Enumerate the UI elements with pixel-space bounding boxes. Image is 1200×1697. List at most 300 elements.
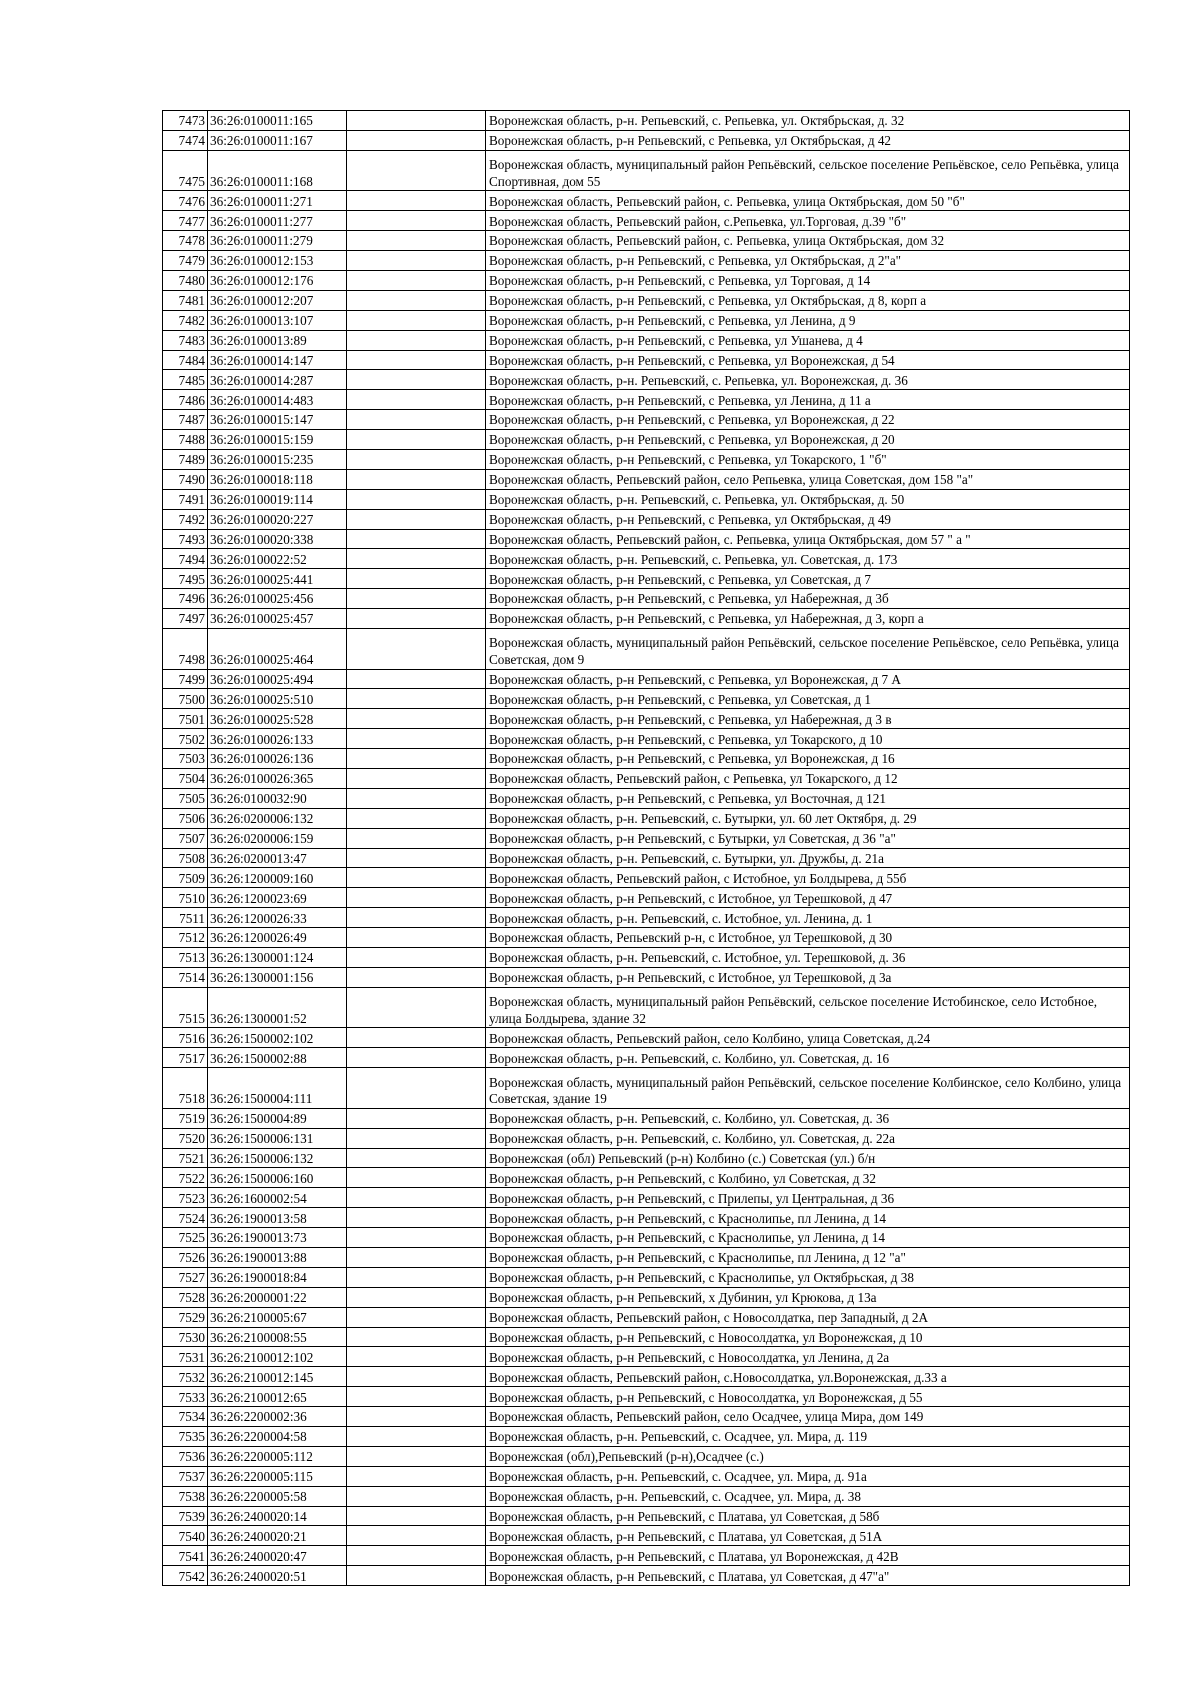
cadastral-number: 36:26:1500002:88 — [208, 1048, 347, 1068]
table-row — [163, 1387, 1130, 1407]
address: Воронежская область, р-н Репьевский, с Репьевка, ул Октябрьская, д 8, корп а — [486, 290, 1130, 310]
empty-cell — [347, 330, 486, 350]
empty-cell — [347, 1446, 486, 1466]
table-row — [163, 1526, 1130, 1546]
table-row — [163, 808, 1130, 828]
address: Воронежская область, муниципальный район Репьёвский, сельское поселение Колбинское, село Колбино, улица Советская, здание 19 — [486, 1068, 1130, 1109]
address: Воронежская область, р-н. Репьевский, с. Колбино, ул. Советская, д. 16 — [486, 1048, 1130, 1068]
cadastral-number: 36:26:1500006:160 — [208, 1168, 347, 1188]
empty-cell — [347, 1108, 486, 1128]
empty-cell — [347, 270, 486, 290]
row-number: 7521 — [163, 1148, 208, 1168]
table-row — [163, 1148, 1130, 1168]
cadastral-number: 36:26:2200005:115 — [208, 1466, 347, 1486]
cadastral-number: 36:26:1200009:160 — [208, 868, 347, 888]
table-row — [163, 150, 1130, 191]
cadastral-number: 36:26:2200002:36 — [208, 1407, 347, 1427]
empty-cell — [347, 628, 486, 669]
table-row — [163, 370, 1130, 390]
row-number: 7513 — [163, 948, 208, 968]
address: Воронежская область, Репьевский район, село Колбино, улица Советская, д.24 — [486, 1028, 1130, 1048]
row-number: 7501 — [163, 709, 208, 729]
cadastral-number: 36:26:0100026:133 — [208, 729, 347, 749]
empty-cell — [347, 1028, 486, 1048]
table-row — [163, 390, 1130, 410]
cadastral-number: 36:26:2100012:65 — [208, 1387, 347, 1407]
table-row — [163, 948, 1130, 968]
address: Воронежская область, р-н. Репьевский, с. Осадчее, ул. Мира, д. 38 — [486, 1486, 1130, 1506]
row-number: 7540 — [163, 1526, 208, 1546]
address: Воронежская область, р-н Репьевский, с Репьевка, ул Набережная, д 3 в — [486, 709, 1130, 729]
row-number: 7475 — [163, 150, 208, 191]
address: Воронежская область, р-н Репьевский, с Репьевка, ул Октябрьская, д 49 — [486, 509, 1130, 529]
table-row — [163, 1566, 1130, 1586]
row-number: 7539 — [163, 1506, 208, 1526]
row-number: 7483 — [163, 330, 208, 350]
table-row — [163, 928, 1130, 948]
table-row — [163, 330, 1130, 350]
table-body — [163, 111, 1130, 1586]
table-row — [163, 749, 1130, 769]
empty-cell — [347, 1068, 486, 1109]
cadastral-number: 36:26:0100012:153 — [208, 251, 347, 271]
cadastral-number: 36:26:0200013:47 — [208, 848, 347, 868]
table-row — [163, 1427, 1130, 1447]
row-number: 7529 — [163, 1307, 208, 1327]
cadastral-number: 36:26:0100015:235 — [208, 449, 347, 469]
table-row — [163, 549, 1130, 569]
address: Воронежская область, р-н Репьевский, с Новосолдатка, ул Воронежская, д 10 — [486, 1327, 1130, 1347]
row-number: 7486 — [163, 390, 208, 410]
address: Воронежская область, р-н Репьевский, с Краснолипье, пл Ленина, д 12 "а" — [486, 1248, 1130, 1268]
address: Воронежская область, Репьевский р-н, с Истобное, ул Терешковой, д 30 — [486, 928, 1130, 948]
empty-cell — [347, 1267, 486, 1287]
row-number: 7482 — [163, 310, 208, 330]
table-row — [163, 908, 1130, 928]
table-row — [163, 1168, 1130, 1188]
table-row — [163, 1347, 1130, 1367]
address: Воронежская область, Репьевский район, с. Репьевка, улица Октябрьская, дом 50 "б" — [486, 191, 1130, 211]
empty-cell — [347, 589, 486, 609]
cadastral-number: 36:26:2100012:145 — [208, 1367, 347, 1387]
row-number: 7520 — [163, 1128, 208, 1148]
empty-cell — [347, 967, 486, 987]
address: Воронежская область, р-н Репьевский, с Репьевка, ул Ленина, д 9 — [486, 310, 1130, 330]
table-row — [163, 868, 1130, 888]
row-number: 7518 — [163, 1068, 208, 1109]
empty-cell — [347, 1526, 486, 1546]
address: Воронежская (обл),Репьевский (р-н),Осадчее (с.) — [486, 1446, 1130, 1466]
empty-cell — [347, 888, 486, 908]
address: Воронежская область, р-н. Репьевский, с. Колбино, ул. Советская, д. 22а — [486, 1128, 1130, 1148]
row-number: 7523 — [163, 1188, 208, 1208]
address: Воронежская область, р-н Репьевский, с Новосолдатка, ул Ленина, д 2а — [486, 1347, 1130, 1367]
row-number: 7504 — [163, 769, 208, 789]
table-row — [163, 130, 1130, 150]
empty-cell — [347, 231, 486, 251]
empty-cell — [347, 908, 486, 928]
table-row — [163, 1327, 1130, 1347]
cadastral-number: 36:26:1900013:73 — [208, 1228, 347, 1248]
table-row — [163, 729, 1130, 749]
row-number: 7511 — [163, 908, 208, 928]
table-row — [163, 967, 1130, 987]
address: Воронежская область, Репьевский район, с Репьевка, ул Токарского, д 12 — [486, 769, 1130, 789]
row-number: 7519 — [163, 1108, 208, 1128]
cadastral-number: 36:26:0200006:159 — [208, 828, 347, 848]
table-row — [163, 1546, 1130, 1566]
table-row — [163, 987, 1130, 1028]
cadastral-number: 36:26:1600002:54 — [208, 1188, 347, 1208]
table-row — [163, 469, 1130, 489]
address: Воронежская область, р-н Репьевский, с Бутырки, ул Советская, д 36 "а" — [486, 828, 1130, 848]
cadastral-number: 36:26:0100012:176 — [208, 270, 347, 290]
row-number: 7506 — [163, 808, 208, 828]
table-row — [163, 709, 1130, 729]
address: Воронежская область, р-н. Репьевский, с. Истобное, ул. Ленина, д. 1 — [486, 908, 1130, 928]
empty-cell — [347, 769, 486, 789]
table-row — [163, 1486, 1130, 1506]
cadastral-number: 36:26:1200026:49 — [208, 928, 347, 948]
table-row — [163, 191, 1130, 211]
address: Воронежская область, р-н Репьевский, с Платава, ул Советская, д 58б — [486, 1506, 1130, 1526]
table-row — [163, 769, 1130, 789]
table-row — [163, 290, 1130, 310]
empty-cell — [347, 150, 486, 191]
cadastral-number: 36:26:0100025:510 — [208, 689, 347, 709]
empty-cell — [347, 251, 486, 271]
cadastral-number: 36:26:0100025:441 — [208, 569, 347, 589]
cadastral-number: 36:26:2200005:58 — [208, 1486, 347, 1506]
table-row — [163, 1446, 1130, 1466]
cadastral-number: 36:26:0100011:168 — [208, 150, 347, 191]
table-row — [163, 1108, 1130, 1128]
empty-cell — [347, 868, 486, 888]
row-number: 7494 — [163, 549, 208, 569]
table-row — [163, 589, 1130, 609]
table-row — [163, 1248, 1130, 1268]
address: Воронежская область, р-н Репьевский, с Репьевка, ул Октябрьская, д 42 — [486, 130, 1130, 150]
address: Воронежская область, Репьевский район, село Осадчее, улица Мира, дом 149 — [486, 1407, 1130, 1427]
empty-cell — [347, 729, 486, 749]
address: Воронежская область, муниципальный район Репьёвский, сельское поселение Истобинское, село Истобное, улица Болдырева, здание 32 — [486, 987, 1130, 1028]
address: Воронежская область, р-н Репьевский, с Прилепы, ул Центральная, д 36 — [486, 1188, 1130, 1208]
cadastral-number: 36:26:0100012:207 — [208, 290, 347, 310]
cadastral-number: 36:26:0100013:107 — [208, 310, 347, 330]
address: Воронежская область, р-н. Репьевский, с. Осадчее, ул. Мира, д. 119 — [486, 1427, 1130, 1447]
table-row — [163, 848, 1130, 868]
table-row — [163, 828, 1130, 848]
cadastral-number: 36:26:1500002:102 — [208, 1028, 347, 1048]
address: Воронежская область, р-н Репьевский, с Репьевка, ул Воронежская, д 22 — [486, 410, 1130, 430]
address: Воронежская область, Репьевский район, с. Репьевка, улица Октябрьская, дом 32 — [486, 231, 1130, 251]
cadastral-number: 36:26:0100025:494 — [208, 669, 347, 689]
table-row — [163, 529, 1130, 549]
empty-cell — [347, 1248, 486, 1268]
table-row — [163, 689, 1130, 709]
empty-cell — [347, 1367, 486, 1387]
cadastral-number: 36:26:0100013:89 — [208, 330, 347, 350]
cadastral-number: 36:26:1900013:88 — [208, 1248, 347, 1268]
cadastral-number: 36:26:0100019:114 — [208, 489, 347, 509]
empty-cell — [347, 410, 486, 430]
empty-cell — [347, 808, 486, 828]
cadastral-number: 36:26:2400020:14 — [208, 1506, 347, 1526]
cadastral-number: 36:26:0100014:287 — [208, 370, 347, 390]
cadastral-number: 36:26:1500006:132 — [208, 1148, 347, 1168]
cadastral-number: 36:26:2400020:51 — [208, 1566, 347, 1586]
table-row — [163, 1128, 1130, 1148]
address: Воронежская область, р-н Репьевский, с Репьевка, ул Воронежская, д 16 — [486, 749, 1130, 769]
address: Воронежская область, р-н Репьевский, х Дубинин, ул Крюкова, д 13а — [486, 1287, 1130, 1307]
cadastral-number: 36:26:1900018:84 — [208, 1267, 347, 1287]
address: Воронежская область, Репьевский район, с Новосолдатка, пер Западный, д 2А — [486, 1307, 1130, 1327]
empty-cell — [347, 1466, 486, 1486]
empty-cell — [347, 111, 486, 131]
address: Воронежская область, р-н. Репьевский, с. Колбино, ул. Советская, д. 36 — [486, 1108, 1130, 1128]
table-row — [163, 569, 1130, 589]
table-row — [163, 251, 1130, 271]
table-row — [163, 310, 1130, 330]
row-number: 7498 — [163, 628, 208, 669]
address: Воронежская область, р-н Репьевский, с Краснолипье, пл Ленина, д 14 — [486, 1208, 1130, 1228]
table-row — [163, 1407, 1130, 1427]
row-number: 7528 — [163, 1287, 208, 1307]
address: Воронежская область, р-н Репьевский, с Истобное, ул Терешковой, д 47 — [486, 888, 1130, 908]
table-row — [163, 609, 1130, 629]
row-number: 7530 — [163, 1327, 208, 1347]
empty-cell — [347, 350, 486, 370]
address: Воронежская область, р-н Репьевский, с Репьевка, ул Воронежская, д 20 — [486, 430, 1130, 450]
row-number: 7527 — [163, 1267, 208, 1287]
row-number: 7514 — [163, 967, 208, 987]
row-number: 7497 — [163, 609, 208, 629]
table-row — [163, 1267, 1130, 1287]
row-number: 7477 — [163, 211, 208, 231]
row-number: 7474 — [163, 130, 208, 150]
address: Воронежская область, р-н. Репьевский, с. Бутырки, ул. 60 лет Октября, д. 29 — [486, 808, 1130, 828]
address: Воронежская область, муниципальный район Репьёвский, сельское поселение Репьёвское, село Репьёвка, улица Советская, дом 9 — [486, 628, 1130, 669]
cadastral-number: 36:26:1500006:131 — [208, 1128, 347, 1148]
table-row — [163, 669, 1130, 689]
empty-cell — [347, 430, 486, 450]
empty-cell — [347, 669, 486, 689]
empty-cell — [347, 848, 486, 868]
cadastral-number: 36:26:1200026:33 — [208, 908, 347, 928]
empty-cell — [347, 1307, 486, 1327]
empty-cell — [347, 370, 486, 390]
row-number: 7508 — [163, 848, 208, 868]
cadastral-number: 36:26:0100026:136 — [208, 749, 347, 769]
row-number: 7503 — [163, 749, 208, 769]
table-row — [163, 489, 1130, 509]
table-row — [163, 1506, 1130, 1526]
cadastral-number: 36:26:0100032:90 — [208, 788, 347, 808]
cadastral-number: 36:26:0100011:167 — [208, 130, 347, 150]
cadastral-number: 36:26:0100025:464 — [208, 628, 347, 669]
row-number: 7537 — [163, 1466, 208, 1486]
empty-cell — [347, 489, 486, 509]
row-number: 7495 — [163, 569, 208, 589]
empty-cell — [347, 1566, 486, 1586]
cadastral-number: 36:26:0100015:147 — [208, 410, 347, 430]
address: Воронежская область, муниципальный район Репьёвский, сельское поселение Репьёвское, село Репьёвка, улица Спортивная, дом 55 — [486, 150, 1130, 191]
row-number: 7479 — [163, 251, 208, 271]
empty-cell — [347, 390, 486, 410]
address: Воронежская область, р-н. Репьевский, с. Репьевка, ул. Октябрьская, д. 32 — [486, 111, 1130, 131]
row-number: 7496 — [163, 589, 208, 609]
cadastral-number: 36:26:0100011:279 — [208, 231, 347, 251]
row-number: 7507 — [163, 828, 208, 848]
row-number: 7492 — [163, 509, 208, 529]
row-number: 7531 — [163, 1347, 208, 1367]
address: Воронежская область, р-н Репьевский, с Репьевка, ул Воронежская, д 7 А — [486, 669, 1130, 689]
cadastral-number: 36:26:0100011:165 — [208, 111, 347, 131]
cadastral-number: 36:26:0100018:118 — [208, 469, 347, 489]
row-number: 7500 — [163, 689, 208, 709]
empty-cell — [347, 529, 486, 549]
cadastral-number: 36:26:1500004:89 — [208, 1108, 347, 1128]
address: Воронежская область, р-н Репьевский, с Репьевка, ул Воронежская, д 54 — [486, 350, 1130, 370]
row-number: 7476 — [163, 191, 208, 211]
empty-cell — [347, 1486, 486, 1506]
cadastral-number: 36:26:0100025:457 — [208, 609, 347, 629]
address-table — [162, 110, 1130, 1586]
empty-cell — [347, 469, 486, 489]
address: Воронежская область, р-н Репьевский, с Репьевка, ул Октябрьская, д 2"а" — [486, 251, 1130, 271]
empty-cell — [347, 1168, 486, 1188]
row-number: 7499 — [163, 669, 208, 689]
empty-cell — [347, 689, 486, 709]
row-number: 7512 — [163, 928, 208, 948]
address: Воронежская область, р-н. Репьевский, с. Осадчее, ул. Мира, д. 91а — [486, 1466, 1130, 1486]
cadastral-number: 36:26:2400020:47 — [208, 1546, 347, 1566]
address: Воронежская область, р-н Репьевский, с Платава, ул Воронежская, д 42В — [486, 1546, 1130, 1566]
table-row — [163, 1068, 1130, 1109]
row-number: 7526 — [163, 1248, 208, 1268]
address: Воронежская область, р-н Репьевский, с Краснолипье, ул Ленина, д 14 — [486, 1228, 1130, 1248]
row-number: 7536 — [163, 1446, 208, 1466]
row-number: 7541 — [163, 1546, 208, 1566]
address: Воронежская область, р-н Репьевский, с Репьевка, ул Ушанева, д 4 — [486, 330, 1130, 350]
address: Воронежская (обл) Репьевский (р-н) Колбино (с.) Советская (ул.) б/н — [486, 1148, 1130, 1168]
empty-cell — [347, 549, 486, 569]
empty-cell — [347, 788, 486, 808]
empty-cell — [347, 1128, 486, 1148]
empty-cell — [347, 1287, 486, 1307]
table-row — [163, 430, 1130, 450]
cadastral-number: 36:26:0100020:227 — [208, 509, 347, 529]
cadastral-number: 36:26:0100025:456 — [208, 589, 347, 609]
empty-cell — [347, 828, 486, 848]
empty-cell — [347, 749, 486, 769]
table-row — [163, 788, 1130, 808]
row-number: 7525 — [163, 1228, 208, 1248]
table-row — [163, 1028, 1130, 1048]
address: Воронежская область, р-н Репьевский, с Репьевка, ул Токарского, 1 "б" — [486, 449, 1130, 469]
empty-cell — [347, 1347, 486, 1367]
row-number: 7490 — [163, 469, 208, 489]
row-number: 7533 — [163, 1387, 208, 1407]
address: Воронежская область, р-н Репьевский, с Краснолипье, ул Октябрьская, д 38 — [486, 1267, 1130, 1287]
address: Воронежская область, Репьевский район, с. Репьевка, улица Октябрьская, дом 57 " а " — [486, 529, 1130, 549]
empty-cell — [347, 211, 486, 231]
empty-cell — [347, 1407, 486, 1427]
table-row — [163, 1048, 1130, 1068]
table-row — [163, 509, 1130, 529]
table-row — [163, 1228, 1130, 1248]
address: Воронежская область, Репьевский район, с Истобное, ул Болдырева, д 55б — [486, 868, 1130, 888]
row-number: 7510 — [163, 888, 208, 908]
address: Воронежская область, р-н Репьевский, с Платава, ул Советская, д 47"а" — [486, 1566, 1130, 1586]
address: Воронежская область, р-н. Репьевский, с. Бутырки, ул. Дружбы, д. 21а — [486, 848, 1130, 868]
cadastral-number: 36:26:2100005:67 — [208, 1307, 347, 1327]
address: Воронежская область, р-н. Репьевский, с. Истобное, ул. Терешковой, д. 36 — [486, 948, 1130, 968]
address: Воронежская область, р-н Репьевский, с Репьевка, ул Ленина, д 11 а — [486, 390, 1130, 410]
row-number: 7534 — [163, 1407, 208, 1427]
cadastral-number: 36:26:2200005:112 — [208, 1446, 347, 1466]
cadastral-number: 36:26:0100015:159 — [208, 430, 347, 450]
empty-cell — [347, 1188, 486, 1208]
cadastral-number: 36:26:2200004:58 — [208, 1427, 347, 1447]
row-number: 7485 — [163, 370, 208, 390]
empty-cell — [347, 310, 486, 330]
address: Воронежская область, р-н. Репьевский, с. Репьевка, ул. Советская, д. 173 — [486, 549, 1130, 569]
empty-cell — [347, 1387, 486, 1407]
empty-cell — [347, 1506, 486, 1526]
cadastral-number: 36:26:1300001:124 — [208, 948, 347, 968]
cadastral-number: 36:26:2100008:55 — [208, 1327, 347, 1347]
table-row — [163, 410, 1130, 430]
row-number: 7491 — [163, 489, 208, 509]
empty-cell — [347, 1546, 486, 1566]
row-number: 7505 — [163, 788, 208, 808]
row-number: 7493 — [163, 529, 208, 549]
row-number: 7489 — [163, 449, 208, 469]
empty-cell — [347, 609, 486, 629]
cadastral-number: 36:26:0100011:271 — [208, 191, 347, 211]
address: Воронежская область, р-н Репьевский, с Репьевка, ул Набережная, д 3б — [486, 589, 1130, 609]
cadastral-number: 36:26:2100012:102 — [208, 1347, 347, 1367]
cadastral-number: 36:26:2400020:21 — [208, 1526, 347, 1546]
cadastral-number: 36:26:0100026:365 — [208, 769, 347, 789]
empty-cell — [347, 1208, 486, 1228]
row-number: 7484 — [163, 350, 208, 370]
empty-cell — [347, 449, 486, 469]
row-number: 7532 — [163, 1367, 208, 1387]
cadastral-number: 36:26:0200006:132 — [208, 808, 347, 828]
empty-cell — [347, 509, 486, 529]
cadastral-number: 36:26:0100014:483 — [208, 390, 347, 410]
table-row — [163, 449, 1130, 469]
cadastral-number: 36:26:1500004:111 — [208, 1068, 347, 1109]
empty-cell — [347, 1148, 486, 1168]
address: Воронежская область, Репьевский район, с.Новосолдатка, ул.Воронежская, д.33 а — [486, 1367, 1130, 1387]
row-number: 7487 — [163, 410, 208, 430]
row-number: 7542 — [163, 1566, 208, 1586]
empty-cell — [347, 290, 486, 310]
address: Воронежская область, р-н Репьевский, с Репьевка, ул Восточная, д 121 — [486, 788, 1130, 808]
address: Воронежская область, р-н. Репьевский, с. Репьевка, ул. Воронежская, д. 36 — [486, 370, 1130, 390]
cadastral-number: 36:26:0100011:277 — [208, 211, 347, 231]
empty-cell — [347, 1048, 486, 1068]
row-number: 7509 — [163, 868, 208, 888]
table-row — [163, 1208, 1130, 1228]
row-number: 7522 — [163, 1168, 208, 1188]
address: Воронежская область, р-н Репьевский, с Репьевка, ул Токарского, д 10 — [486, 729, 1130, 749]
row-number: 7473 — [163, 111, 208, 131]
address: Воронежская область, р-н Репьевский, с Платава, ул Советская, д 51А — [486, 1526, 1130, 1546]
